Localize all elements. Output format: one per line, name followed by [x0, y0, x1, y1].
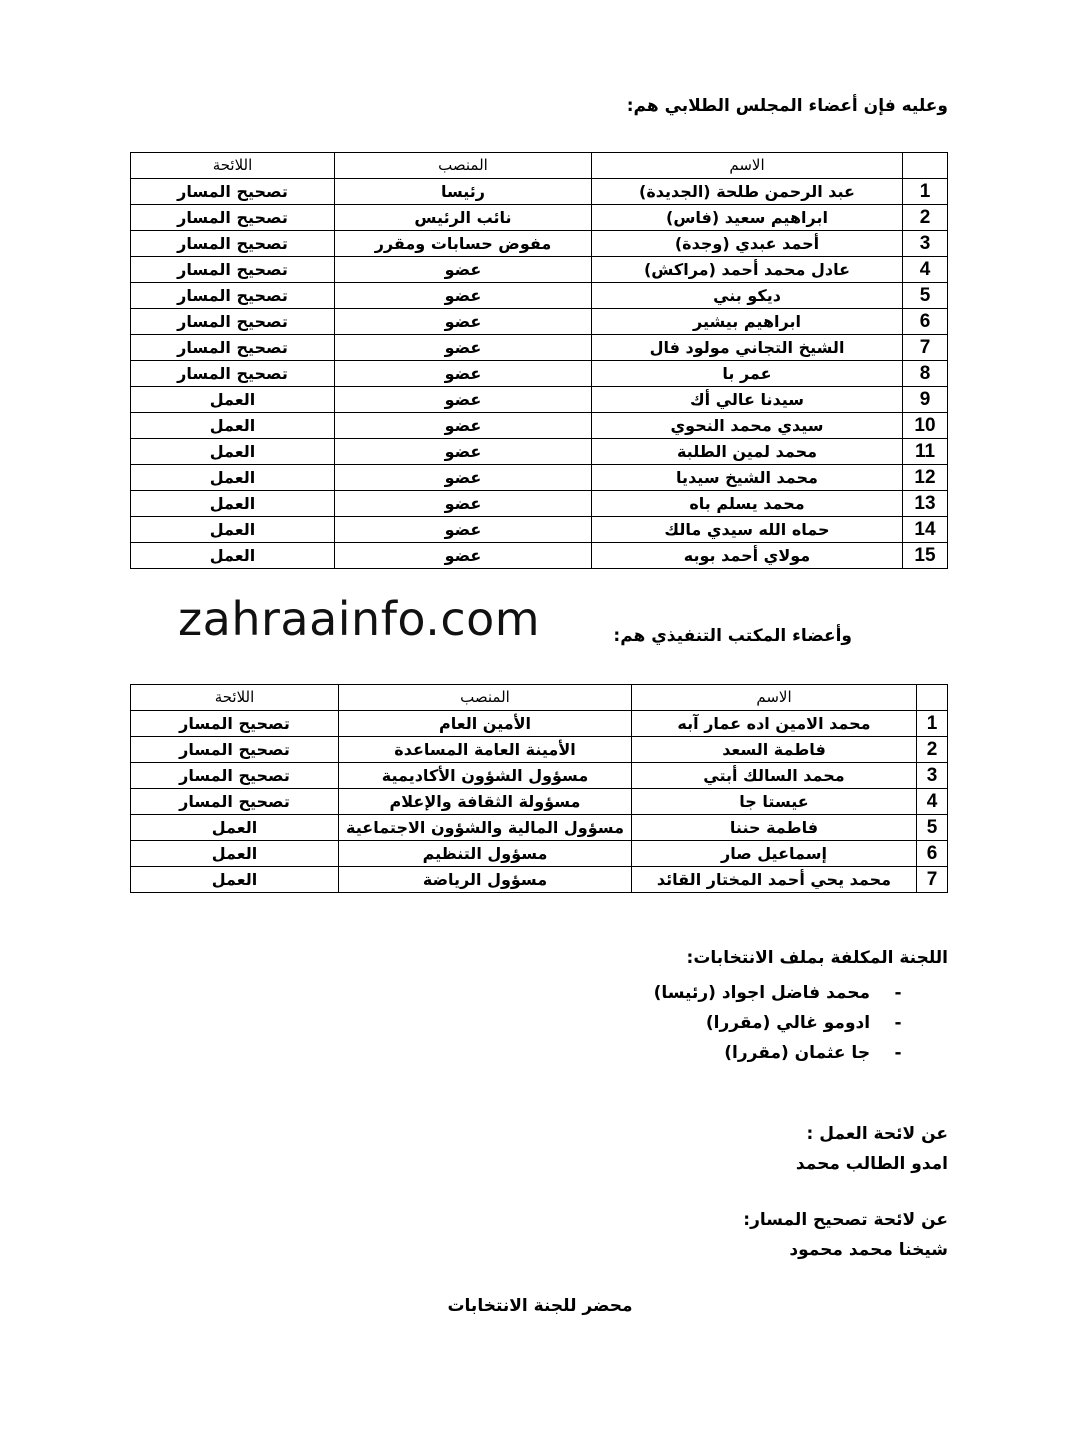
member-name: محمد لمين الطلبة — [592, 439, 903, 465]
table-row — [131, 763, 948, 789]
member-list: العمل — [131, 867, 339, 893]
table-row — [131, 205, 948, 231]
table-row — [131, 737, 948, 763]
member-position: مسؤولة الثقافة والإعلام — [339, 789, 632, 815]
table-row — [131, 815, 948, 841]
member-list: العمل — [131, 815, 339, 841]
table-row — [131, 867, 948, 893]
row-number: 2 — [903, 205, 948, 231]
member-name: ابراهيم بيشير — [592, 309, 903, 335]
table-row — [131, 543, 948, 569]
header-list: اللائحة — [131, 685, 339, 711]
row-number: 4 — [903, 257, 948, 283]
member-position: عضو — [335, 257, 592, 283]
row-number: 1 — [903, 179, 948, 205]
member-list: تصحيح المسار — [131, 309, 335, 335]
row-number: 5 — [903, 283, 948, 309]
member-position: عضو — [335, 283, 592, 309]
row-number: 1 — [917, 711, 948, 737]
member-name: سيدي محمد النحوي — [592, 413, 903, 439]
bullet-dash: - — [894, 1043, 902, 1063]
member-position: رئيسا — [335, 179, 592, 205]
member-name: محمد السالك أبتي — [632, 763, 917, 789]
table-row — [131, 789, 948, 815]
member-name: ابراهيم سعيد (فاس) — [592, 205, 903, 231]
member-list: تصحيح المسار — [131, 283, 335, 309]
committee-member — [654, 1008, 920, 1038]
row-number: 7 — [917, 867, 948, 893]
member-position: عضو — [335, 491, 592, 517]
table-row — [131, 231, 948, 257]
signature-name-amal: امدو الطالب محمد — [795, 1154, 948, 1174]
row-number: 6 — [903, 309, 948, 335]
member-list: العمل — [131, 413, 335, 439]
member-position: عضو — [335, 543, 592, 569]
table-row — [131, 439, 948, 465]
member-name: مولاي أحمد بوبه — [592, 543, 903, 569]
member-position: مسؤول التنظيم — [339, 841, 632, 867]
exec-table-header — [131, 685, 948, 711]
member-list: تصحيح المسار — [131, 179, 335, 205]
member-name: أحمد عبدي (وجدة) — [592, 231, 903, 257]
row-number: 3 — [903, 231, 948, 257]
council-table — [130, 152, 948, 569]
bullet-dash: - — [894, 1013, 902, 1033]
member-list: تصحيح المسار — [131, 361, 335, 387]
member-list: العمل — [131, 841, 339, 867]
table-row — [131, 335, 948, 361]
member-list: تصحيح المسار — [131, 737, 339, 763]
member-position: مسؤول الرياضة — [339, 867, 632, 893]
member-name: عمر با — [592, 361, 903, 387]
member-position: عضو — [335, 387, 592, 413]
exec-heading: وأعضاء المكتب التنفيذي هم: — [613, 626, 852, 646]
committee-member-name: محمد فاضل اجواد (رئيسا) — [653, 983, 871, 1003]
table-row — [131, 179, 948, 205]
row-number: 13 — [903, 491, 948, 517]
header-name: الاسم — [592, 153, 903, 179]
member-name: فاطمة حننا — [632, 815, 917, 841]
member-name: محمد يحي أحمد المختار القائد — [632, 867, 917, 893]
member-list: العمل — [131, 491, 335, 517]
council-table-body — [131, 179, 948, 569]
member-name: سيدنا عالي أك — [592, 387, 903, 413]
row-number: 7 — [903, 335, 948, 361]
member-list: تصحيح المسار — [131, 711, 339, 737]
watermark: zahraainfo.com — [178, 592, 541, 646]
council-heading: وعليه فإن أعضاء المجلس الطلابي هم: — [626, 96, 948, 116]
table-row — [131, 841, 948, 867]
member-list: تصحيح المسار — [131, 231, 335, 257]
member-list: تصحيح المسار — [131, 789, 339, 815]
member-position: عضو — [335, 309, 592, 335]
member-list: تصحيح المسار — [131, 205, 335, 231]
table-row — [131, 711, 948, 737]
table-row — [131, 309, 948, 335]
row-number: 2 — [917, 737, 948, 763]
table-row — [131, 283, 948, 309]
member-position: الأمينة العامة المساعدة — [339, 737, 632, 763]
table-row — [131, 361, 948, 387]
member-position: مفوض حسابات ومقرر — [335, 231, 592, 257]
member-name: عادل محمد أحمد (مراكش) — [592, 257, 903, 283]
row-number: 8 — [903, 361, 948, 387]
member-position: عضو — [335, 465, 592, 491]
row-number: 14 — [903, 517, 948, 543]
member-name: محمد الشيخ سيديا — [592, 465, 903, 491]
row-number: 5 — [917, 815, 948, 841]
member-list: العمل — [131, 465, 335, 491]
row-number: 11 — [903, 439, 948, 465]
table-row — [131, 517, 948, 543]
header-position: المنصب — [335, 153, 592, 179]
member-position: الأمين العام — [339, 711, 632, 737]
member-name: الشيخ التجاني مولود فال — [592, 335, 903, 361]
committee-list — [654, 978, 920, 1068]
bullet-dash: - — [894, 983, 902, 1003]
signature-name-tashih: شيخنا محمد محمود — [789, 1240, 948, 1260]
header-position: المنصب — [339, 685, 632, 711]
member-position: عضو — [335, 439, 592, 465]
exec-table-body — [131, 711, 948, 893]
committee-member — [654, 1038, 920, 1068]
row-number: 10 — [903, 413, 948, 439]
header-list: اللائحة — [131, 153, 335, 179]
row-number: 6 — [917, 841, 948, 867]
member-position: عضو — [335, 413, 592, 439]
member-position: نائب الرئيس — [335, 205, 592, 231]
header-num — [917, 685, 948, 711]
member-name: فاطمة السعد — [632, 737, 917, 763]
signature-label-amal: عن لائحة العمل : — [806, 1124, 948, 1144]
member-name: ديكو بني — [592, 283, 903, 309]
exec-table — [130, 684, 948, 893]
row-number: 4 — [917, 789, 948, 815]
member-list: العمل — [131, 543, 335, 569]
member-name: محمد يسلم باه — [592, 491, 903, 517]
table-row — [131, 257, 948, 283]
member-name: عيستا جا — [632, 789, 917, 815]
table-row — [131, 413, 948, 439]
member-position: عضو — [335, 517, 592, 543]
row-number: 9 — [903, 387, 948, 413]
member-list: العمل — [131, 387, 335, 413]
committee-member-name: ادومو غالي (مقررا) — [705, 1013, 871, 1033]
table-row — [131, 465, 948, 491]
member-list: العمل — [131, 439, 335, 465]
footer-title: محضر للجنة الانتخابات — [447, 1296, 633, 1316]
row-number: 3 — [917, 763, 948, 789]
member-list: تصحيح المسار — [131, 335, 335, 361]
member-position: عضو — [335, 335, 592, 361]
committee-member — [654, 978, 920, 1008]
header-name: الاسم — [632, 685, 917, 711]
committee-member-name: جا عثمان (مقررا) — [724, 1043, 871, 1063]
member-name: حماه الله سيدي مالك — [592, 517, 903, 543]
member-list: العمل — [131, 517, 335, 543]
member-list: تصحيح المسار — [131, 763, 339, 789]
table-row — [131, 491, 948, 517]
member-position: مسؤول الشؤون الأكاديمية — [339, 763, 632, 789]
header-num — [903, 153, 948, 179]
member-list: تصحيح المسار — [131, 257, 335, 283]
council-table-header — [131, 153, 948, 179]
member-name: محمد الامين اده عمار آبه — [632, 711, 917, 737]
member-position: مسؤول المالية والشؤون الاجتماعية — [339, 815, 632, 841]
member-name: عبد الرحمن طلحة (الجديدة) — [592, 179, 903, 205]
row-number: 15 — [903, 543, 948, 569]
row-number: 12 — [903, 465, 948, 491]
member-position: عضو — [335, 361, 592, 387]
committee-heading: اللجنة المكلفة بملف الانتخابات: — [686, 948, 948, 968]
signature-label-tashih: عن لائحة تصحيح المسار: — [743, 1210, 948, 1230]
member-name: إسماعيل صار — [632, 841, 917, 867]
table-row — [131, 387, 948, 413]
